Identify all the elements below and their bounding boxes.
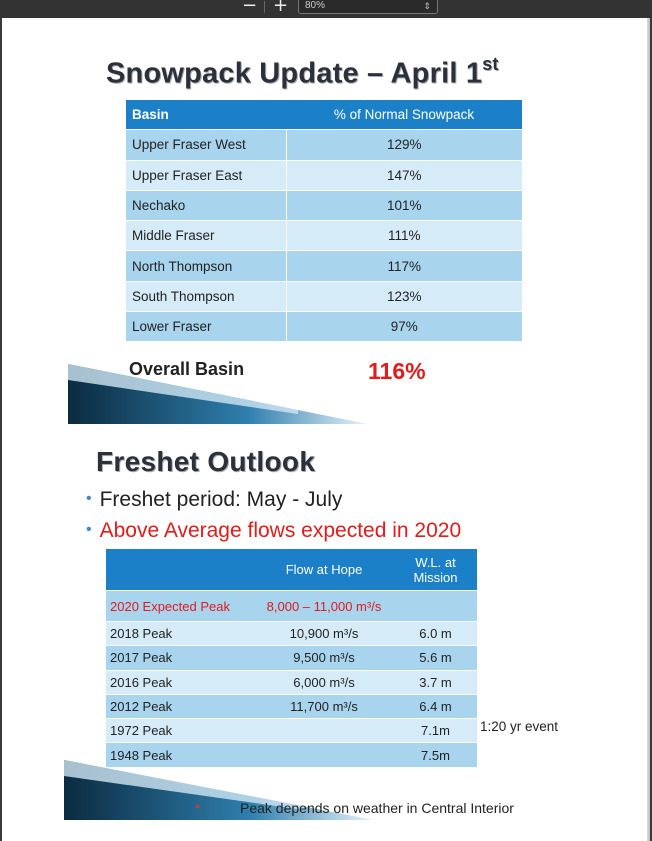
basin-name: Nechako — [126, 190, 286, 220]
table-row — [126, 130, 522, 160]
table-header-row — [126, 100, 522, 130]
header-basin: Basin — [126, 100, 286, 130]
peak-label: 2016 Peak — [106, 670, 254, 694]
table-row — [106, 719, 477, 743]
overall-basin-value: 116% — [368, 358, 426, 384]
peak-water-level: 3.7 m — [394, 670, 477, 694]
table-row — [126, 221, 522, 251]
peak-water-level: 6.4 m — [394, 694, 477, 718]
peak-label: 1972 Peak — [106, 719, 254, 743]
basin-percent: 129% — [286, 130, 522, 160]
peak-water-level: 7.5m — [394, 743, 477, 767]
basin-percent: 147% — [286, 160, 522, 190]
header-flow-at-hope: Flow at Hope — [254, 549, 394, 591]
red-bullet-mark — [196, 805, 199, 808]
peak-flow: 9,500 m³/s — [254, 646, 394, 670]
peak-flow: 11,700 m³/s — [254, 694, 394, 718]
basin-percent: 97% — [286, 312, 522, 342]
pdf-toolbar — [0, 0, 652, 18]
peak-flow: 8,000 – 11,000 m³/s — [254, 591, 394, 622]
peak-water-level: 7.1m — [394, 719, 477, 743]
overall-basin-label: Overall Basin — [129, 359, 245, 379]
table-row — [126, 190, 522, 220]
basin-percent: 117% — [286, 251, 522, 281]
table-row — [106, 622, 477, 646]
basin-percent: 123% — [286, 281, 522, 311]
basin-percent: 101% — [286, 190, 522, 220]
peak-flow: 6,000 m³/s — [254, 670, 394, 694]
header-blank — [106, 549, 254, 591]
zoom-out-button[interactable]: − — [242, 0, 258, 16]
basin-name: South Thompson — [126, 281, 286, 311]
basin-name: Upper Fraser West — [126, 130, 286, 160]
event-note: 1:20 yr event — [480, 719, 559, 734]
snowpack-title: Snowpack Update – April 1st — [106, 54, 499, 90]
freshet-title: Freshet Outlook — [96, 446, 316, 477]
table-header-row — [106, 549, 477, 591]
basin-name: Middle Fraser — [126, 221, 286, 251]
snowpack-table — [126, 100, 522, 342]
header-wl-at-mission: W.L. at Mission — [394, 549, 477, 591]
bullet-dot: • — [86, 521, 92, 538]
freshet-table — [106, 549, 477, 768]
toolbar-divider — [264, 1, 265, 13]
table-row — [126, 312, 522, 342]
header-percent: % of Normal Snowpack — [286, 100, 522, 130]
table-row — [126, 281, 522, 311]
bullet-text: Freshet period: May - July — [99, 488, 343, 511]
peak-water-level: 5.6 m — [394, 646, 477, 670]
table-row — [126, 160, 522, 190]
select-arrows-icon: ⇕ — [423, 1, 431, 11]
basin-name: Lower Fraser — [126, 312, 286, 342]
slide-swoosh-decoration — [68, 356, 388, 426]
table-row — [106, 694, 477, 718]
table-row — [126, 251, 522, 281]
bullet-item — [86, 488, 342, 512]
table-row — [106, 591, 477, 622]
zoom-in-button[interactable]: + — [273, 0, 289, 16]
footnote: Peak depends on weather in Central Interior — [240, 800, 514, 816]
basin-name: North Thompson — [126, 251, 286, 281]
peak-label: 2020 Expected Peak — [106, 591, 254, 622]
peak-water-level: 6.0 m — [394, 622, 477, 646]
peak-water-level — [394, 591, 477, 622]
basin-percent: 111% — [286, 221, 522, 251]
peak-label: 2012 Peak — [106, 694, 254, 718]
peak-flow: 10,900 m³/s — [254, 622, 394, 646]
peak-label: 2018 Peak — [106, 622, 254, 646]
peak-label: 2017 Peak — [106, 646, 254, 670]
zoom-select[interactable] — [298, 0, 438, 14]
table-row — [106, 670, 477, 694]
zoom-value: 80% — [305, 0, 326, 11]
peak-flow — [254, 719, 394, 743]
bullet-text: Above Average flows expected in 2020 — [99, 519, 462, 542]
document-page — [2, 18, 650, 841]
bullet-dot: • — [86, 490, 92, 507]
bullet-item — [86, 519, 461, 543]
table-row — [106, 646, 477, 670]
peak-label: 1948 Peak — [106, 743, 254, 767]
page-edge — [647, 18, 650, 841]
basin-name: Upper Fraser East — [126, 160, 286, 190]
